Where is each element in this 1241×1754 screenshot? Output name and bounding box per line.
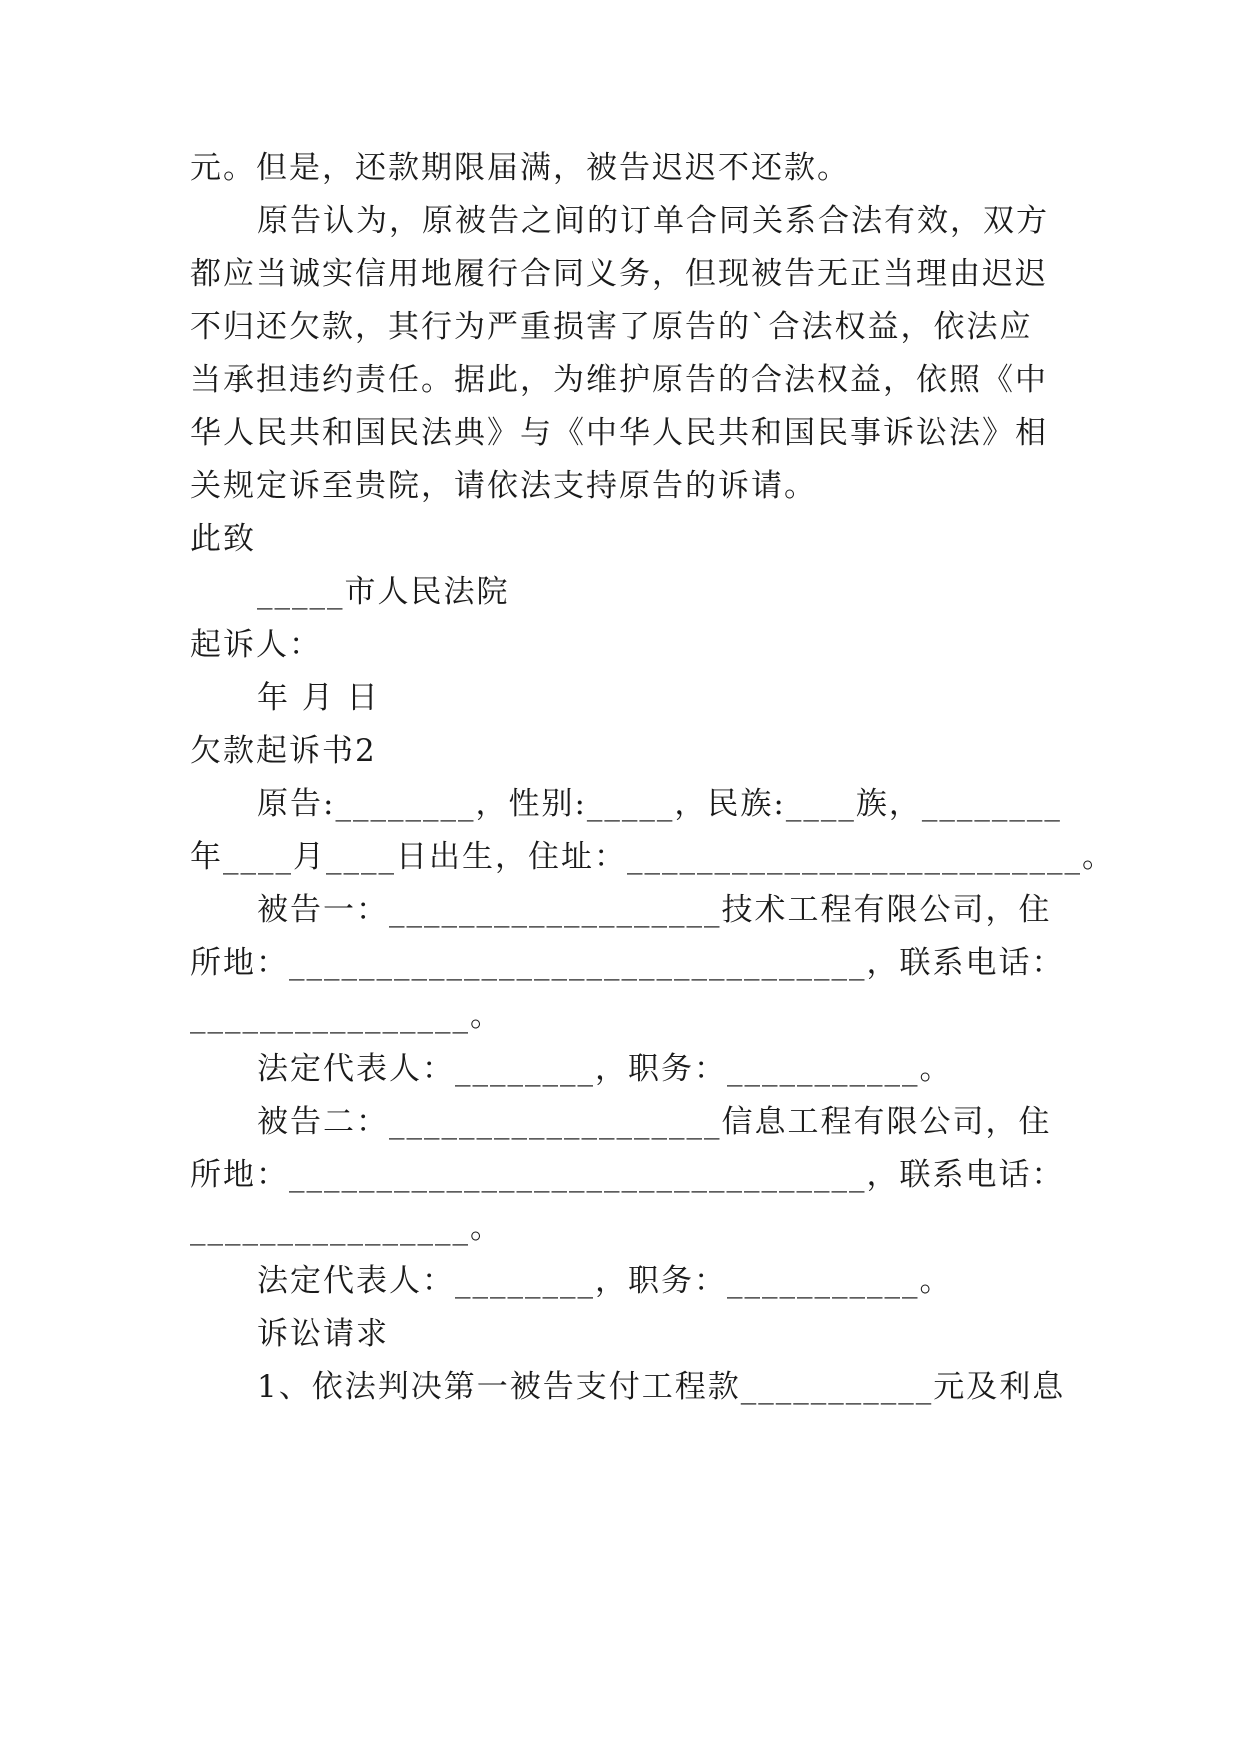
section-title: 欠款起诉书2 [190, 733, 377, 769]
court-name: _____市人民法院 [257, 574, 510, 610]
plaintiff-signature-label: 起诉人： [190, 627, 322, 663]
defendant-one-line: 所地：_________________________________，联系电话： [190, 945, 1065, 981]
plaintiff-info-line: 年____月____日出生，住址：__________________________。 [190, 839, 1115, 875]
defendant-one-line: ________________。 [190, 998, 503, 1034]
paragraph-line: 当承担违约责任。据此，为维护原告的合法权益，依照《中 [190, 362, 1048, 398]
defendant-two-line: ________________。 [190, 1210, 503, 1246]
claim-item: 1、依法判决第一被告支付工程款___________元及利息 [257, 1369, 1066, 1405]
paragraph-line: 原告认为，原被告之间的订单合同关系合法有效，双方 [257, 203, 1049, 239]
paragraph-line: 都应当诚实信用地履行合同义务，但现被告无正当理由迟迟 [190, 256, 1048, 292]
plaintiff-info-line: 原告:________，性别:_____，民族:____族，________ [257, 786, 1062, 822]
paragraph-line: 华人民共和国民法典》与《中华人民共和国民事诉讼法》相 [190, 415, 1048, 451]
paragraph-line: 关规定诉至贵院，请依法支持原告的诉请。 [190, 468, 817, 504]
claims-heading: 诉讼请求 [257, 1316, 389, 1352]
paragraph-line: 不归还欠款，其行为严重损害了原告的`合法权益，依法应 [190, 309, 1033, 345]
defendant-one-representative: 法定代表人：________，职务：___________。 [257, 1051, 953, 1087]
salutation: 此致 [190, 521, 256, 557]
defendant-two-line: 所地：_________________________________，联系电话： [190, 1157, 1065, 1193]
defendant-two-line: 被告二：___________________信息工程有限公司，住 [257, 1104, 1052, 1140]
defendant-one-line: 被告一：___________________技术工程有限公司，住 [257, 892, 1052, 928]
defendant-two-representative: 法定代表人：________，职务：___________。 [257, 1263, 953, 1299]
text-line: 元。但是，还款期限届满，被告迟迟不还款。 [190, 150, 850, 186]
date-line: 年 月 日 [257, 680, 380, 716]
